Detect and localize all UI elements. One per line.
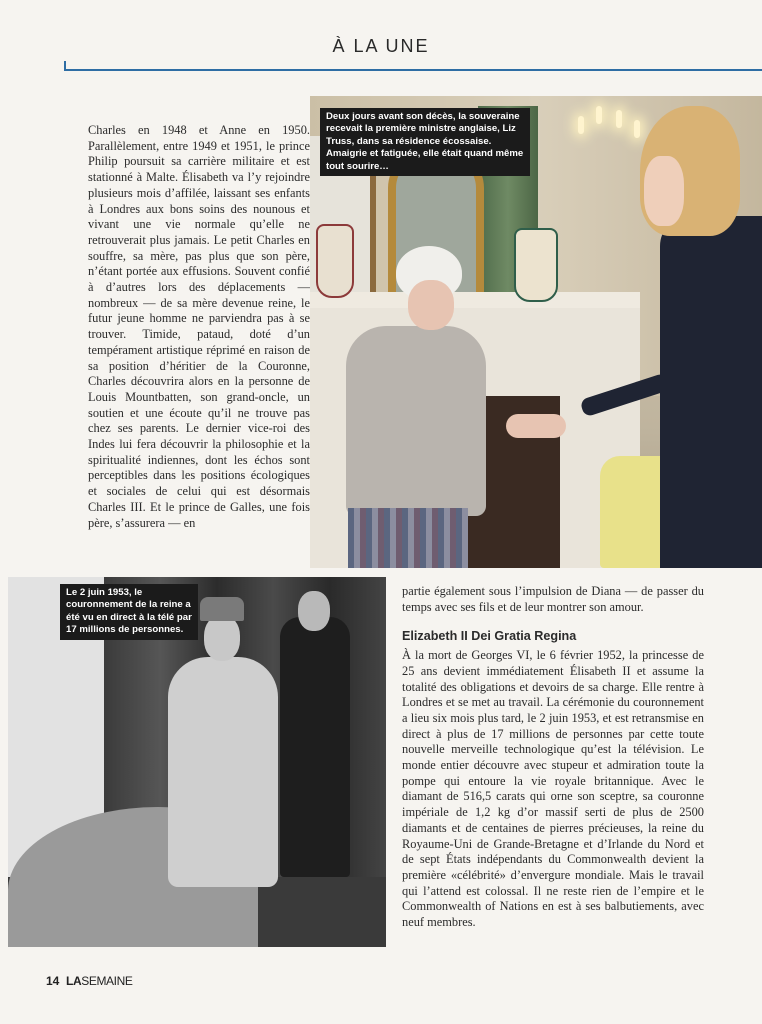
photo-philip-head — [298, 591, 330, 631]
photo-philip-figure — [280, 617, 350, 877]
body-text-left: Charles en 1948 et Anne en 1950. Parallèlement, entre 1949 et 1951, le prince Philip poursuit sa carrière militaire et est stationné à Malte. Élisabeth va l’y rejoindre plusieurs mois d’affilée, laissant ses enfants à Londres aux bons soins des nounous et vivant une vie normale qu’elle ne retrouverait plus jamais. Le petit Charles en souffre, sa mère, pas plus que son père, n’étant portée aux effusions. Souvent confié à d’autres lors des déplacements — nombreux — de sa mère devenue reine, le futur jeune homme ne parviendra pas à se trouver. Timide, pataud, doté d’un tempérament artistique réprimé en raison de sa position d’héritier de la Couronne, Charles découvrira alors en la personne de Louis Mountbatten, son grand-oncle, un soutien et une écoute qu’il ne trouve pas chez ses parents. Le dernier vice-roi des Indes lui fera découvrir la philosophie et la spiritualité indiennes, dont les échos sont perceptibles dans les positions écologiques et sociales de celui qui est désormais Charles III. Et le prince de Galles, une fois père, s’assurera — en — [88, 123, 310, 530]
subheading: Elizabeth II Dei Gratia Regina — [402, 629, 577, 644]
crown-icon — [200, 597, 244, 621]
page-number: 14 — [46, 974, 60, 988]
body-text-right: À la mort de Georges VI, le 6 février 1952, la princesse de 25 ans devient immédiatement Élisabeth II et assume la totalité des obligations et devoirs de sa charge. Elle rentre à Londres et se met au travail. La cérémonie du couronnement a lieu six mois plus tard, le 2 juin 1953, et est retransmise en direct à plus de 17 millions de personnes par cette toute nouvelle merveille technologique qu’est la télévision. Le monde entier découvre avec stupeur et admiration toute la pompe qui entoure la vie royale britannique. Avec le diamant de 516,5 carats qui orne son sceptre, sa couronne impériale de 1,2 kg d’or massif serti de plus de 2500 diamants et de centaines de pierres précieuses, la reine du Royaume-Uni de Grande-Bretagne et d’Irlande du Nord et de sept États indépendants du Commonwealth devient la première «célébrité» d’envergure mondiale. Mais le travail qui l’attend est colossal. Il ne reste rien de l’empire et le Commonwealth of Nations en est à ses balbutiements, avec neuf membres. — [402, 648, 704, 930]
photo-queen-figure — [168, 657, 278, 887]
article-column-left — [88, 123, 310, 531]
photo-truss-figure — [630, 106, 762, 568]
body-text-right-intro: partie également sous l’impulsion de Diana — de passer du temps avec ses fils et de leur montrer son amour. — [402, 584, 704, 614]
photo-caption: Le 2 juin 1953, le couronnement de la reine a été vu en direct à la télé par 17 millions de personnes. — [60, 584, 198, 640]
photo-caption: Deux jours avant son décès, la souveraine recevait la première ministre anglaise, Liz Truss, dans sa résidence écossaise. Amaigrie et fatiguée, elle était quand même tout sourire… — [320, 108, 530, 176]
page-footer — [46, 974, 132, 988]
photo-vase — [514, 228, 558, 302]
header-rule — [64, 69, 762, 71]
section-title: À LA UNE — [332, 36, 430, 56]
photo-queen-head — [204, 615, 240, 661]
article-column-right — [402, 584, 704, 931]
magazine-logo: LASEMAINE — [66, 974, 133, 988]
photo-queen-figure — [326, 246, 496, 568]
photo-handshake — [506, 414, 566, 438]
